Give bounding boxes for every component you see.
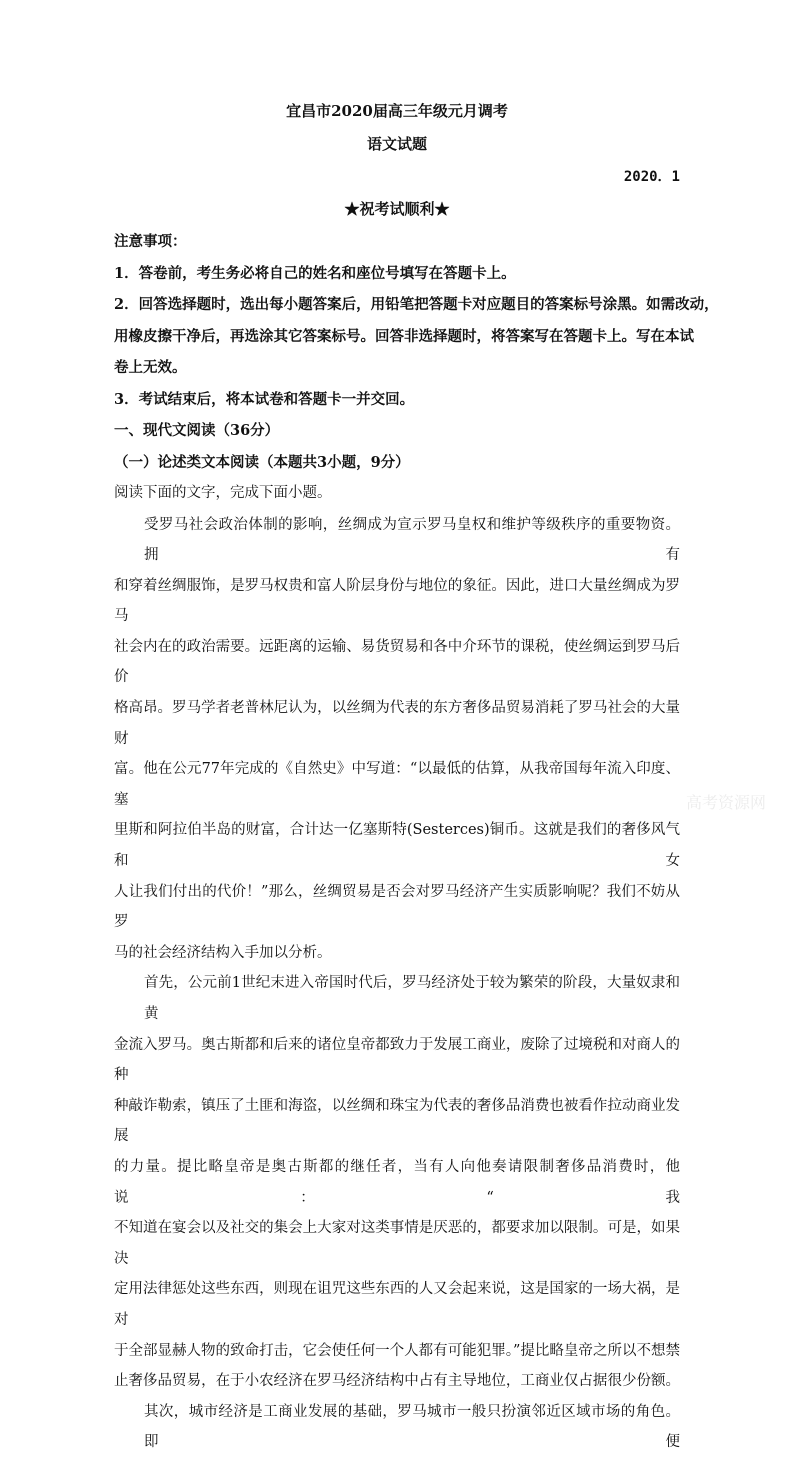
passage-line: 于全部显赫人物的致命打击，它会使任何一个人都有可能犯罪。”提比略皇帝之所以不想禁 bbox=[114, 1342, 680, 1359]
passage-line: 止奢侈品贸易，在于小农经济在罗马经济结构中占有主导地位，工商业仅占据很少份额。 bbox=[114, 1373, 680, 1390]
passage-paragraph-2 bbox=[114, 968, 680, 1396]
exam-date: 2020．1 bbox=[623, 169, 680, 185]
passage-line: 金流入罗马。奥古斯都和后来的诸位皇帝都致力于发展工商业，废除了过境税和对商人的种 bbox=[114, 1036, 680, 1084]
passage-line: 马的社会经济结构入手加以分析。 bbox=[114, 944, 332, 961]
exam-content bbox=[114, 226, 719, 1458]
note-item-2-line-2: 用橡皮擦干净后，再选涂其它答案标号。回答非选择题时，将答案写在答题卡上。写在本试 bbox=[114, 327, 694, 345]
passage-line: 首先，公元前1世纪末进入帝国时代后，罗马经济处于较为繁荣的阶段，大量奴隶和黄 bbox=[144, 975, 680, 1022]
note-item-2-line-1: 2．回答选择题时，选出每小题答案后，用铅笔把答题卡对应题目的答案标号涂黑。如需改动， bbox=[114, 296, 719, 313]
passage-line: 定用法律惩处这些东西，则现在诅咒这些东西的人又会起来说，这是国家的一场大祸，是对 bbox=[114, 1281, 680, 1328]
passage-line: 里斯和阿拉伯半岛的财富，合计达一亿塞斯特(Sesterces)铜币。这就是我们的奢侈风气和女 bbox=[114, 822, 680, 870]
passage-paragraph-1 bbox=[114, 510, 680, 969]
passage-line: 富。他在公元77年完成的《自然史》中写道：“以最低的估算，从我帝国每年流入印度、塞 bbox=[114, 761, 680, 808]
good-luck-banner: ★祝考试顺利★ bbox=[344, 200, 450, 218]
subject-title: 语文试题 bbox=[366, 135, 427, 153]
passage-line: 不知道在宴会以及社交的集会上大家对这类事情是厌恶的，都要求加以限制。可是，如果决 bbox=[114, 1220, 680, 1267]
note-item-2-line-3: 卷上无效。 bbox=[114, 359, 187, 376]
note-item-3: 3．考试结束后，将本试卷和答题卡一并交回。 bbox=[114, 390, 415, 408]
passage-line: 受罗马社会政治体制的影响，丝绸成为宣示罗马皇权和维护等级秩序的重要物资。拥有 bbox=[144, 516, 680, 564]
passage-paragraph-3 bbox=[114, 1397, 680, 1458]
passage-line: 和穿着丝绸服饰，是罗马权贵和富人阶层身份与地位的象征。因此，进口大量丝绸成为罗马 bbox=[114, 577, 680, 625]
passage-line: 人让我们付出的代价！”那么，丝绸贸易是否会对罗马经济产生实质影响呢？我们不妨从罗 bbox=[114, 883, 680, 931]
notes-heading: 注意事项： bbox=[114, 233, 187, 250]
note-item-1: 1．答卷前，考生务必将自己的姓名和座位号填写在答题卡上。 bbox=[114, 264, 516, 282]
passage-line: 格高昂。罗马学者老普林尼认为，以丝绸为代表的东方奢侈品贸易消耗了罗马社会的大量财 bbox=[114, 700, 680, 747]
exam-title: 宜昌市2020届高三年级元月调考 bbox=[286, 102, 508, 120]
watermark-logo: 高考资源网 bbox=[686, 793, 767, 812]
section-title: 一、现代文阅读（36分） bbox=[114, 422, 280, 439]
passage-line: 的力量。提比略皇帝是奥古斯都的继任者，当有人向他奏请限制奢侈品消费时，他说：“我 bbox=[114, 1158, 680, 1206]
passage-line: 社会内在的政治需要。远距离的运输、易货贸易和各中介环节的课税，使丝绸运到罗马后价 bbox=[114, 638, 680, 686]
section-subtitle: （一）论述类文本阅读（本题共3小题，9分） bbox=[114, 453, 410, 471]
reading-instruction: 阅读下面的文字，完成下面小题。 bbox=[114, 485, 332, 501]
passage-line: 种敲诈勒索，镇压了土匪和海盗，以丝绸和珠宝为代表的奢侈品消费也被看作拉动商业发展 bbox=[114, 1097, 680, 1145]
passage-line: 其次，城市经济是工商业发展的基础，罗马城市一般只扮演邻近区域市场的角色。即便 bbox=[144, 1403, 680, 1451]
